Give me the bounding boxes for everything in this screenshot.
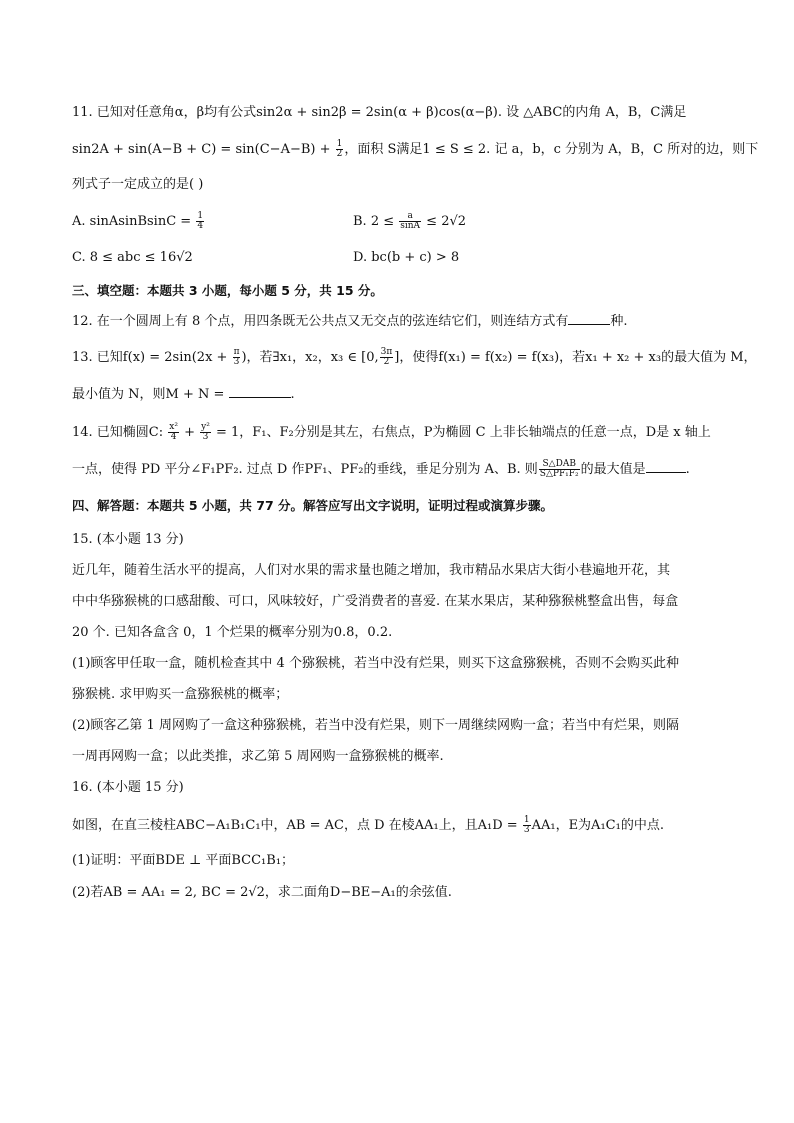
q15-paragraph-3: 20 个. 已知各盒含 0，1 个烂果的概率分别为0.8，0.2. <box>72 625 393 640</box>
q11-option-b-num: a <box>399 212 421 222</box>
q14-ratio-num: S△DAB <box>539 460 580 470</box>
q11-line2 <box>72 139 759 159</box>
q13-f1-num: π <box>233 347 240 357</box>
q14-fraction-y <box>200 423 211 442</box>
q13-line2-text: 最小值为 N，则M + N = <box>72 387 229 402</box>
q16-text-a: 如图，在直三棱柱ABC−A₁B₁C₁中，AB = AC，点 D 在棱AA₁上，且A₁D = <box>72 818 522 833</box>
q15-paragraph-1: 近几年，随着生活水平的提高，人们对水果的需求量也随之增加，我市精品水果店大街小巷遍地开花，其 <box>72 563 671 578</box>
q15-subquestion-2b: 一周再网购一盒；以此类推，求乙第 5 周网购一盒猕猴桃的概率. <box>72 749 444 764</box>
q14-fraction-x <box>168 423 179 442</box>
q14-plus: + <box>179 425 200 440</box>
q14-line2-text-a: 一点，使得 PD 平分∠F₁PF₂. 过点 D 作PF₁、PF₂的垂线，垂足分别为 A、B. 则 <box>72 462 538 477</box>
q13-line2-end: . <box>290 387 295 402</box>
q14-line2-end: . <box>685 462 690 477</box>
q14-fx-den: 4 <box>170 432 177 442</box>
q16-subquestion-2: (2)若AB = AA₁ = 2, BC = 2√2，求二面角D−BE−A₁的余弦值. <box>72 885 452 900</box>
q11-line2-text-b: ，面积 S满足1 ≤ S ≤ 2. 记 a，b，c 分别为 A，B，C 所对的边，则下 <box>344 142 759 157</box>
q13-f2-num: 3π <box>380 347 393 357</box>
q11-line1: 11. 已知对任意角α，β均有公式sin2α + sin2β = 2sin(α + β)cos(α−β). 设 △ABC的内角 A，B，C满足 <box>72 105 687 120</box>
q14-text-a: 14. 已知椭圆C: <box>72 425 168 440</box>
q13-fraction-1 <box>233 348 241 367</box>
q14-text-b: = 1，F₁、F₂分别是其左，右焦点，P为椭圆 C 上非长轴端点的任意一点，D是 x 轴上 <box>211 425 711 440</box>
q11-option-c: C. 8 ≤ abc ≤ 16√2 <box>72 250 193 265</box>
q14-fy-num: y² <box>201 422 210 432</box>
q13-text-c: ]，使得f(x₁) = f(x₂) = f(x₃)，若x₁ + x₂ + x₃的最大值为 M， <box>394 350 757 365</box>
q11-option-b <box>353 212 466 231</box>
q14-fx-num: x² <box>169 422 178 432</box>
q11-option-a-text: A. sinAsinBsinC = <box>72 214 196 229</box>
q11-option-a-fraction <box>196 212 204 231</box>
q16-paragraph <box>72 816 734 835</box>
q13-line2 <box>72 385 734 404</box>
q11-option-b-text-a: B. 2 ≤ <box>353 214 399 229</box>
q11-line3: 列式子一定成立的是( ) <box>72 177 204 192</box>
q12-after: 种. <box>610 314 628 329</box>
q14-line2-text-b: 的最大值是 <box>580 462 646 477</box>
q14-fy-den: 3 <box>202 432 209 442</box>
section-4-heading: 四、解答题：本题共 5 小题，共 77 分。解答应写出文字说明，证明过程或演算步骤。 <box>72 498 554 513</box>
q13-fraction-2 <box>380 348 394 367</box>
q15-heading: 15. (本小题 13 分) <box>72 532 184 547</box>
q15-subquestion-1b: 猕猴桃. 求甲购买一盒猕猴桃的概率； <box>72 687 289 702</box>
q14-area-ratio <box>539 460 580 479</box>
q11-frac-num: 1 <box>336 139 343 149</box>
q13-f1-den: 3 <box>233 357 240 367</box>
q13-text-a: 13. 已知f(x) = 2sin(2x + <box>72 350 232 365</box>
q12-line <box>72 312 734 331</box>
q11-line2-text-a: sin2A + sin(A−B + C) = sin(C−A−B) + <box>72 142 335 157</box>
q11-option-d: D. bc(b + c) > 8 <box>353 250 460 265</box>
q11-option-a-num: 1 <box>197 211 204 221</box>
q14-answer-blank <box>646 460 686 473</box>
q13-answer-blank <box>229 385 291 398</box>
q13-f2-den: 2 <box>383 357 390 367</box>
q11-option-a-den: 4 <box>197 221 204 231</box>
q11-option-b-text-b: ≤ 2√2 <box>422 214 467 229</box>
q16-subquestion-1: (1)证明：平面BDE ⊥ 平面BCC₁B₁； <box>72 853 295 868</box>
section-3-heading: 三、填空题：本题共 3 小题，每小题 5 分，共 15 分。 <box>72 283 383 298</box>
q14-line1 <box>72 423 734 442</box>
q11-option-a <box>72 212 205 231</box>
q13-line1 <box>72 347 757 367</box>
q15-paragraph-2: 中中华猕猴桃的口感甜酸、可口，风味较好，广受消费者的喜爱. 在某水果店，某种猕猴桃整盒出售，每盒 <box>72 594 679 609</box>
q14-ratio-den: S△PF₁F₂ <box>539 469 579 479</box>
q12-answer-blank <box>568 312 610 325</box>
q16-frac-den: 3 <box>523 825 530 835</box>
q11-frac-den: 2 <box>336 149 343 159</box>
q16-fraction <box>523 816 531 835</box>
q11-option-b-fraction <box>399 212 421 231</box>
q15-subquestion-2a: (2)顾客乙第 1 周网购了一盒这种猕猴桃，若当中没有烂果，则下一周继续网购一盒；若当中有烂果，则隔 <box>72 718 679 733</box>
q15-subquestion-1a: (1)顾客甲任取一盒，随机检查其中 4 个猕猴桃，若当中没有烂果，则买下这盒猕猴桃，否则不会购买此种 <box>72 656 679 671</box>
q16-frac-num: 1 <box>523 815 530 825</box>
q16-heading: 16. (本小题 15 分) <box>72 780 184 795</box>
q14-line2 <box>72 460 734 479</box>
q11-option-b-den: sinA <box>400 221 421 231</box>
q13-text-b: )，若∃x₁，x₂，x₃ ∈ [0, <box>241 350 379 365</box>
q12-text: 12. 在一个圆周上有 8 个点，用四条既无公共点又无交点的弦连结它们，则连结方式有 <box>72 314 569 329</box>
q11-fraction <box>336 140 344 159</box>
q16-text-b: AA₁，E为A₁C₁的中点. <box>531 818 664 833</box>
